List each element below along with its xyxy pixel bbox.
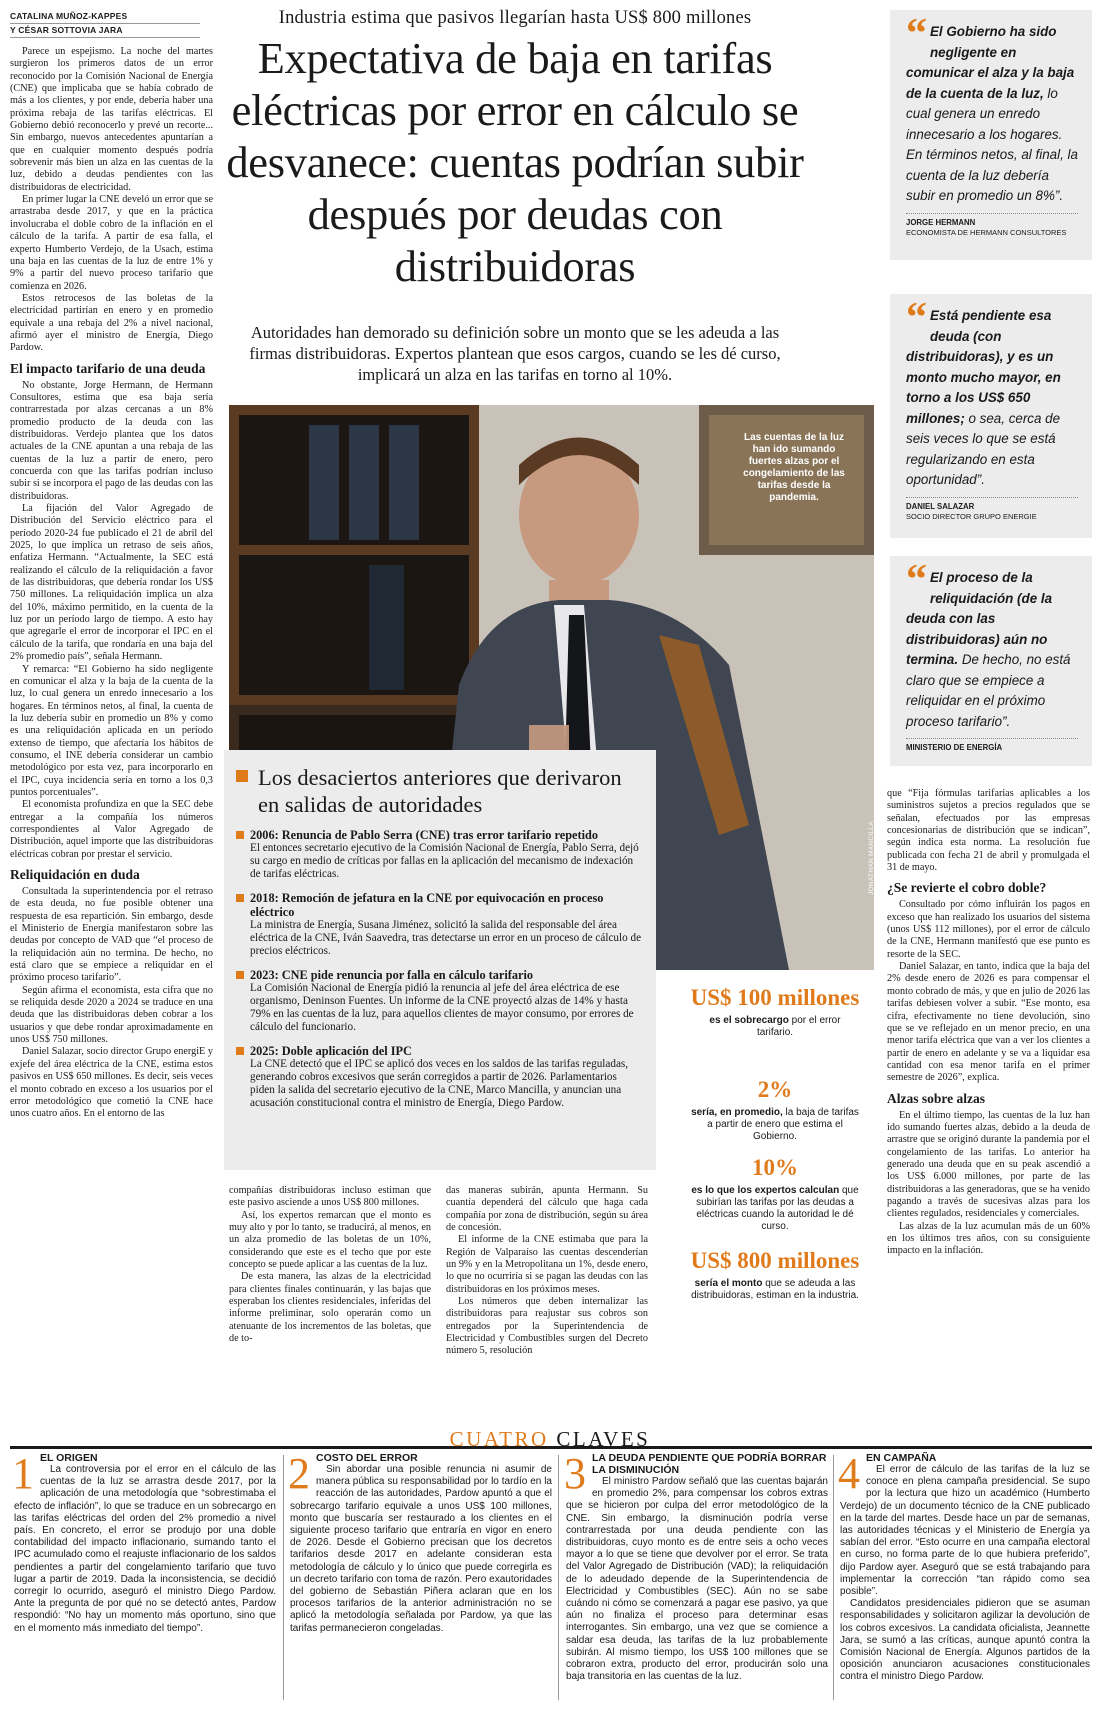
paragraph: Parece un espejismo. La noche del martes surgieron los primeros datos de un error reconocido por la Comisión Nacional de Energía (CNE) que implicaba que se había cobrado de más a los clientes, y por ende, debería haber una próxima rebaja de las tarifas eléctricas. El Gobierno debió reconocerlo y prevé un recorte... Sin embargo, nuevos antecedentes apuntarían a que en cualquier momento después podría sobrevenir más bien un alza en las cuentas de la luz, debido a deudas pendientes con las distribuidoras de electricidad. <box>10 46 213 193</box>
article-column-4 <box>887 788 1090 1258</box>
paragraph: Consultado por cómo influirán los pagos en exceso que han realizado los usuarios del sistema (unos US$ 112 millones), por el error de cálculo de la CNE, Hermann manifestó que ese punto es resorte de la SEC. <box>887 899 1090 960</box>
stat-value: 2% <box>757 1077 793 1102</box>
stat-value: US$ 800 millones <box>690 1248 860 1273</box>
stat-text: es lo que los expertos calculan que subirían las tarifas por las deudas a eléctricas cuando la autoridad le dé curso. <box>691 1185 859 1232</box>
quote-mark-icon: “ <box>906 11 927 57</box>
clave-body: La controversia por el error en el cálculo de las cuentas de la luz se arrastra desde 2017, por la aplicación de una metodología que “sobrestimaba el efecto de inflación”, lo que se traduce en un sobrecargo en las tarifas eléctricas del orden del 2% promedio a nivel país. En concreto, el error se produjo por una doble contabilidad del impacto inflacionario, sumando tanto el IPC acumulado como el reajuste inflacionario de los saldos pendientes a partir del congelamiento tarifario que tuvo lugar a partir de 2019. Dada la inconsistencia, se decidió corregir lo ocurrido, aseguró el ministro Diego Pardow. Ante la pregunta de por qué no se detectó antes, Pardow respondió: “No hay un momento más oportuno, sino que en el momento más inmediato del tiempo”. <box>14 1464 276 1634</box>
author-1: CATALINA MUÑOZ-KAPPES <box>10 10 200 24</box>
paragraph: El economista profundiza en que la SEC debe entregar a la compañía los números correspondientes al Valor Agregado de Distribución, aquel importe que las distribuidoras eléctricas cobran por prestar el servicio. <box>10 799 213 860</box>
clave-body: Sin abordar una posible renuncia ni asumir de manera pública su responsabilidad por lo tardío en la reacción de las autoridades, Pardow apuntó a que el sobrecargo tarifario equivale a unos US$ 100 millones, monto que buscaría ser restaurado a los clientes en el siguiente proceso tarifario que entraría en vigor en enero de 2026. Desde el Gobierno precisan que los decretos tarifarios desde 2017 en adelante consideran esta metodología de cálculo y lo único que puede corregirla es un decreto tarifario con toma de razón. Pero exautoridades del gobierno de Sebastián Piñera aclaran que en los procesos tarifarios de la anterior administración no se aplicó la metodología señalada por Pardow, ya que las tarifas permanecieron congeladas. <box>290 1464 552 1634</box>
stat-item <box>690 1077 860 1143</box>
stat-text: es el sobrecargo por el error tarifario. <box>709 1015 841 1038</box>
headline: Expectativa de baja en tarifas eléctricas por error en cálculo se desvanece: cuentas podrían subir después por deudas con distribuidoras <box>226 33 804 291</box>
section-divider <box>10 1446 1092 1449</box>
paragraph: das maneras subirán, apunta Hermann. Su cuantía dependerá del cálculo que haga cada compañía por zona de distribución, según su área de concesión. <box>446 1185 648 1234</box>
quote-author: MINISTERIO DE ENERGÍA <box>906 743 1003 752</box>
clave-item-4 <box>838 1449 1090 1684</box>
stat-item <box>690 985 860 1039</box>
quote-author-role: ECONOMISTA DE HERMANN CONSULTORES <box>906 227 1067 237</box>
clave-item-3 <box>564 1449 828 1683</box>
quote-mark-icon: “ <box>906 295 927 341</box>
box-item: 2006: Renuncia de Pablo Serra (CNE) tras error tarifario repetido El entonces secretario ejecutivo de la Comisión Nacional de Energía, Pablo Serra, dejó su cargo en medio de críticas por fallas en la aplicación del mecanismo de indexación de tarifas eléctricas. <box>236 828 642 881</box>
author-2: Y CÉSAR SOTTOVIA JARA <box>10 24 200 38</box>
orange-square-bullet-icon <box>236 831 244 839</box>
clave-number: 3 <box>564 1449 586 1498</box>
column-divider <box>833 1455 834 1700</box>
subheading: El impacto tarifario de una deuda <box>10 360 206 376</box>
article-column-3 <box>446 1185 648 1358</box>
quote-author: JORGE HERMANN <box>906 217 976 227</box>
clave-title: EL ORIGEN <box>40 1452 98 1464</box>
orange-square-bullet-icon <box>236 770 248 782</box>
clave-body: El ministro Pardow señaló que las cuentas bajarán en promedio 2%, para compensar los cobros extras que se hicieron por culpa del error metodológico de la CNE. Sin embargo, la disminución podría verse contrarrestada por una deuda pendiente con las distribuidoras, cuyo monto es de entre seis a ocho veces mayor a lo que se tiene que devolver por el error. Se trata del Valor Agregado de Distribución (VAD); la reliquidación de lo adeudado depende de la Superintendencia de Electricidad y Combustibles (SEC). Aún no se sabe cuándo ni cómo se comenzará a pagar ese pasivo, ya que aún no finaliza el proceso para determinar esas interrogantes. Sin embargo, una vez que se comience a saldar esa deuda, las tarifas de la luz probablemente subirán. Al mismo tiempo, los US$ 100 millones que se cobraron extra, producto del error, producirán solo una baja transitoria en las cuentas de la luz. <box>566 1476 828 1683</box>
paragraph: Los números que deben internalizar las distribuidoras para reajustar sus cobros son entregados por la Superintendencia de Electricidad y Combustibles surgen del Decreto número 5, resolución <box>446 1296 648 1357</box>
paragraph: Según afirma el economista, esta cifra que no se reliquida desde 2020 a 2024 se traduce en una deuda que las distribuidoras deben cobrar a los usuarios y que debe rondar aproximadamente en unos US$ 750 millones. <box>10 984 213 1046</box>
clave-item-2 <box>288 1449 552 1635</box>
stat-text: sería, en promedio, la baja de tarifas a partir de enero que estima el Gobierno. <box>691 1107 859 1142</box>
clave-number: 4 <box>838 1449 860 1498</box>
paragraph: Así, los expertos remarcan que el monto es muy alto y por lo tanto, se traducirá, al menos, en un alza promedio de las boletas de un 10%, considerando que este es el techo que por este concepto se puede aplicar a las cuentas de la luz. <box>229 1209 431 1271</box>
photo-credit: JONATHAN MANCILLA <box>868 821 875 895</box>
byline <box>10 10 200 38</box>
clave-number: 1 <box>12 1449 34 1498</box>
orange-square-bullet-icon <box>236 1047 244 1055</box>
stat-item <box>690 1248 860 1302</box>
clave-body: El error de cálculo de las tarifas de la luz se conoce en plena campaña presidencial. Se supo por la lectura que hizo un académico (Humberto Verdejo) de un documento técnico de la CNE publicado en la tarde del martes. Desde hace un par de semanas, las autoridades técnicas y el Ministerio de Energía ya sabían del error. “Esto ocurre en una campaña electoral en curso, no forma parte de lo que hubiera preferido”, dijo Pardow ayer. Aseguró que se está trabajando para implementar la corrección “tan rápido como sea posible”. Candidatos presidenciales pidieron que se asuman responsabilidades y solicitaron agilizar la devolución de los cobros excesivos. La candidata oficialista, Jeannette Jara, se sumó a las críticas, aunque apuntó contra la Comisión Nacional de Energía. Algunos partidos de la oposición anunciaron acusaciones constitucionales contra el ministro Diego Pardow. <box>840 1464 1090 1683</box>
paragraph: Estos retrocesos de las boletas de la electricidad partirían en enero y en promedio equivale a una rebaja del 2% a nivel nacional, afirmó ayer el ministro de Energía, Diego Pardow. <box>10 292 213 354</box>
paragraph: que “Fija fórmulas tarifarias aplicables a los suministros sujetos a precios regulados que se señalan, efectuados por las empresas concesionarias de distribución que se indican”, según indica esta norma. La resolución fue publicada con fecha 21 de abril y promulgada el 31 de mayo. <box>887 788 1090 874</box>
stat-text: sería el monto que se adeuda a las distribuidoras, estiman en la industria. <box>691 1278 859 1301</box>
box-item: 2025: Doble aplicación del IPC La CNE detectó que el IPC se aplicó dos veces en los saldos de las tarifas reguladas, generando cobros excesivos que serán corregidos a partir de 2026. Parlamentarios piden la salida del secretario ejecutivo de la CNE, Marco Mancilla, y anuncian una acusación constitucional contra el ministro de Energía, Diego Pardow. <box>236 1044 642 1110</box>
quote-author-role: SOCIO DIRECTOR GRUPO ENERGIE <box>906 511 1037 521</box>
quote-text: El proceso de la reliquidación (de la deuda con las distribuidoras) aún no termina. De hecho, no está claro que se empiece a reliquidar en el próximo proceso tarifario”. <box>906 570 1071 729</box>
pull-quote-2 <box>890 294 1092 538</box>
box-item: 2018: Remoción de jefatura en la CNE por equivocación en proceso eléctrico La ministra de Energía, Susana Jiménez, solicitó la salida del responsable del área eléctrica de la CNE, Iván Saavedra, tras detectarse un error en un proceso de cálculo de precios eléctricos. <box>236 891 642 958</box>
quote-mark-icon: “ <box>906 557 927 603</box>
paragraph: De esta manera, las alzas de la electricidad para clientes finales continuarán, y las bajas que esperaban los clientes residenciales, inferidas del informe preliminar, solo operarán como un atenuante de los incrementos de las boletas, que de to- <box>229 1271 431 1345</box>
column-divider <box>558 1455 559 1700</box>
paragraph: Daniel Salazar, en tanto, indica que la baja del 2% desde enero de 2026 es para compensar el monto cobrado de más, y que en julio de 2026 las tarifas debiesen volver a subir. “Ese monto, esa cifra, efectivamente no tiene devolución, sino que se ve reflejado en un menor precio, en una menor tarifa eléctrica que van a ver los clientes a partir de enero en adelante y se va a liquidar esa cantidad con esa menor tarifa en el primer semestre de 2026”, explica. <box>887 961 1090 1084</box>
stat-item <box>690 1155 860 1233</box>
kicker: Industria estima que pasivos llegarían hasta US$ 800 millones <box>278 8 752 28</box>
article-column-1 <box>10 46 213 1121</box>
paragraph: El informe de la CNE estimaba que para la Región de Valparaíso las cuentas descenderían un 9% y en la Metropolitana un 1%, desde enero, lo que no ocurriría si se pagan las deudas con las distribuidoras en los próximos meses. <box>446 1234 648 1295</box>
paragraph: Las alzas de la luz acumulan más de un 60% en los últimos tres años, con su consiguiente impacto en la inflación. <box>887 1220 1090 1257</box>
orange-square-bullet-icon <box>236 971 244 979</box>
clave-title: LA DEUDA PENDIENTE QUE PODRÍA BORRAR LA DISMINUCIÓN <box>592 1452 827 1476</box>
paragraph: No obstante, Jorge Hermann, de Hermann Consultores, estima que esa baja sería contrarrestada por alzas cercanas a un 8% promedio producto de la deuda con las distribuidoras. Verdejo plantea que los datos actuales de la CNE apuntan a una rebaja de las cuentas de la luz a partir de enero, pero concuerda con que las tarifas podrían incluso subir si se incorpora el pago de las deudas con las distribuidoras. <box>10 379 213 502</box>
paragraph: En primer lugar la CNE develó un error que se arrastraba desde 2017, y que en la práctica involucraba el doble cobro de la inflación en el cálculo de la tarifa. A partir de esa falla, el experto Humberto Verdejo, de la Usach, estima una baja en las cuentas de la luz de entre 1% y 9% a partir del nuevo proceso tarifario que comienza en 2026. <box>10 194 213 292</box>
paragraph: Daniel Salazar, socio director Grupo energiE y exjefe del área eléctrica de la CNE, estima estos pasivos en US$ 650 millones. Es decir, seis veces el monto cobrado en exceso a los usuarios por el error metodológico que cometió la CNE hace unos cuatro años. En el entorno de las <box>10 1046 213 1120</box>
box-item: 2023: CNE pide renuncia por falla en cálculo tarifario La Comisión Nacional de Energía pidió la renuncia al jefe del área eléctrica de ese organismo, Deninson Fuentes. Un informe de la CNE proyectó alzas de 14% y hasta 79% en las cuentas de la luz, para aquellos clientes de mayor consumo, por errores de cálculo del funcionario. <box>236 968 642 1034</box>
stat-value: 10% <box>752 1155 798 1180</box>
paragraph: Consultada la superintendencia por el retraso de esta deuda, no fue posible obtener una respuesta de esa repartición. Sin embargo, desde el Ministerio de Energía manifestaron sobre las deudas por concepto de VAD que “el proceso de la reliquidación aún no termina. De hecho, no está claro que se empiece a reliquidar en el próximo proceso tarifario”. <box>10 886 213 984</box>
column-divider <box>283 1455 284 1700</box>
clave-item-1 <box>12 1449 276 1635</box>
quote-author: DANIEL SALAZAR <box>906 501 975 511</box>
quote-text: El Gobierno ha sido negligente en comunicar el alza y la baja de la cuenta de la luz, lo cual genera un enredo innecesario a los hogares. En términos netos, al final, la cuenta de la luz debería subir en promedio un 8%”. <box>906 24 1078 203</box>
orange-square-bullet-icon <box>236 894 244 902</box>
photo-caption: Las cuentas de la luz han ido sumando fuertes alzas por el congelamiento de las tarifas desde la pandemia. <box>743 432 845 503</box>
box-title: Los desaciertos anteriores que derivaron en salidas de autoridades <box>258 764 642 818</box>
paragraph: En el último tiempo, las cuentas de la luz han ido sumando fuertes alzas, debido a la deuda de arrastre que se originó durante la pandemia por el congelamiento de las tarifas. Lo anterior ha generado una deuda que en su peak ascendió a los US$ 6.000 millones, por parte de las distribuidoras a las generadoras, que se ha venido pagando a través de sucesivas alzas para los clientes regulados, residenciales y comerciales. <box>887 1109 1090 1220</box>
article-column-2 <box>229 1185 431 1345</box>
pull-quote-1 <box>890 10 1092 260</box>
paragraph: La fijación del Valor Agregado de Distribución del Servicio eléctrico para el período 2020-24 fue publicado el 21 de abril del 2025, lo que implica un retraso de seis años, enfatiza Hermann. “Actualmente, la SEC está realizando el cálculo de la reliquidación a favor de las distribuidoras, que debería rondar los US$ 750 millones. La reliquidación implica un alza del 10%, máximo permitido, en la cuenta de la luz por un período largo de tiempo. A esto hay que agregarle el error de incorporar el IPC en el cálculo de la tarifa, que rondaría en una baja del 2% promedio país”, señala Hermann. <box>10 503 213 663</box>
paragraph: compañías distribuidoras incluso estiman que este pasivo asciende a unos US$ 800 millones. <box>229 1185 431 1209</box>
subheading: Alzas sobre alzas <box>887 1090 985 1106</box>
claves-title: CUATRO CLAVES <box>449 1427 651 1451</box>
subheading: Reliquidación en duda <box>10 867 140 882</box>
clave-title: EN CAMPAÑA <box>866 1452 937 1464</box>
pull-quote-3 <box>890 556 1092 766</box>
subheading: ¿Se revierte el cobro doble? <box>887 880 1047 896</box>
clave-title: COSTO DEL ERROR <box>316 1452 418 1464</box>
clave-number: 2 <box>288 1449 310 1498</box>
sidebar-box-past-errors <box>224 750 656 1170</box>
quote-text: Está pendiente esa deuda (con distribuidoras), y es un monto mucho mayor, en torno a los US$ 650 millones; o sea, cerca de seis veces lo que se está regularizando en esta oportunidad”. <box>906 308 1061 487</box>
paragraph: Y remarca: “El Gobierno ha sido negligente en comunicar el alza y la baja de la cuenta de la luz, lo cual genera un enredo innecesario a los hogares. En términos netos, al final, la cuenta de la luz debería subir en promedio un 8% y como es una reliquidación aplicada en un período extenso de tiempo, que afectaría los hábitos de consumo, el INE debería considerar un cambio metodológico por esta vez, para incorporarlo en el IPC, cuya incidencia sería en torno a los 0,3 puntos porcentuales”. <box>10 663 213 798</box>
stat-value: US$ 100 millones <box>690 985 860 1010</box>
deck: Autoridades han demorado su definición sobre un monto que se les adeuda a las firmas distribuidoras. Expertos plantean que esos cargos, cuando se les dé curso, implicará un alza en las tarifas en torno al 10%. <box>249 323 781 384</box>
